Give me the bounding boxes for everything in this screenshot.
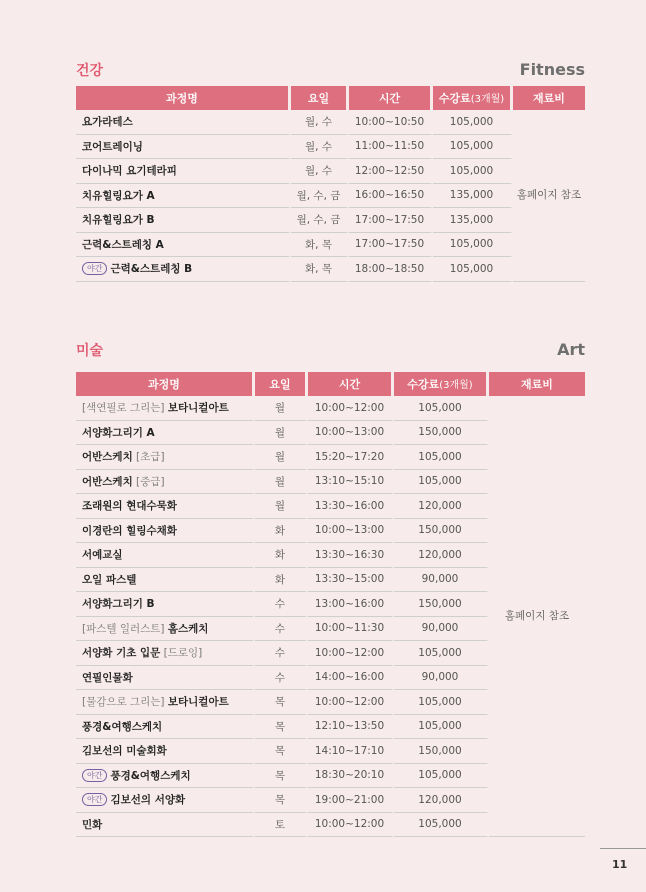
course-name-cell bbox=[76, 208, 291, 233]
night-badge: 야간 bbox=[82, 769, 107, 782]
course-time: 12:00~12:50 bbox=[349, 159, 433, 184]
course-fee: 105,000 bbox=[394, 715, 489, 740]
header-name: 과정명 bbox=[76, 372, 255, 396]
course-time: 12:10~13:50 bbox=[308, 715, 394, 740]
course-time: 19:00~21:00 bbox=[308, 788, 394, 813]
course-fee: 90,000 bbox=[394, 617, 489, 642]
course-name: 어반스케치 bbox=[82, 451, 133, 464]
course-time: 14:10~17:10 bbox=[308, 739, 394, 764]
header-fee bbox=[433, 86, 513, 110]
course-time: 10:00~11:30 bbox=[308, 617, 394, 642]
course-time: 17:00~17:50 bbox=[349, 233, 433, 258]
course-time: 13:10~15:10 bbox=[308, 470, 394, 495]
course-day: 수 bbox=[255, 617, 308, 642]
course-name-cell bbox=[76, 543, 255, 568]
art-title-ko: 미술 bbox=[76, 343, 104, 359]
course-name: 근력&스트레칭 B bbox=[110, 263, 193, 276]
course-prefix: [물감으로 그리는] bbox=[82, 696, 168, 709]
course-name-cell bbox=[76, 135, 291, 160]
course-day: 화, 목 bbox=[291, 257, 349, 282]
header-fee-label: 수강료 bbox=[407, 378, 440, 391]
course-day: 화 bbox=[255, 519, 308, 544]
course-name-cell bbox=[76, 257, 291, 282]
course-name: 코어트레이닝 bbox=[82, 140, 143, 153]
course-day: 화 bbox=[255, 568, 308, 593]
night-badge: 야간 bbox=[82, 262, 107, 275]
course-name-cell bbox=[76, 233, 291, 258]
course-name-cell bbox=[76, 110, 291, 135]
course-fee: 105,000 bbox=[394, 690, 489, 715]
table-row bbox=[76, 208, 585, 233]
course-name: 서예교실 bbox=[82, 549, 123, 562]
table-row bbox=[76, 135, 585, 160]
course-name-cell bbox=[76, 690, 255, 715]
fitness-section-header bbox=[76, 60, 585, 80]
course-name: 연필인물화 bbox=[82, 671, 133, 684]
course-time: 13:30~16:30 bbox=[308, 543, 394, 568]
course-fee: 105,000 bbox=[394, 396, 489, 421]
course-name-cell bbox=[76, 445, 255, 470]
fitness-title-ko: 건강 bbox=[76, 63, 104, 79]
course-time: 10:00~12:00 bbox=[308, 641, 394, 666]
course-time: 17:00~17:50 bbox=[349, 208, 433, 233]
course-time: 13:00~16:00 bbox=[308, 592, 394, 617]
course-name-cell bbox=[76, 396, 255, 421]
course-suffix: [초급] bbox=[132, 451, 165, 464]
course-name: 보타니컬아트 bbox=[167, 696, 229, 709]
course-fee: 120,000 bbox=[394, 494, 489, 519]
course-name: 치유힐링요가 B bbox=[82, 214, 155, 227]
course-time: 10:00~13:00 bbox=[308, 519, 394, 544]
course-fee: 105,000 bbox=[394, 470, 489, 495]
course-day: 토 bbox=[255, 813, 308, 838]
course-day: 월 bbox=[255, 470, 308, 495]
course-time: 10:00~12:00 bbox=[308, 396, 394, 421]
art-title-en: Art bbox=[557, 340, 585, 359]
course-fee: 105,000 bbox=[433, 110, 513, 135]
header-fee-label: 수강료 bbox=[438, 92, 471, 105]
night-badge: 야간 bbox=[82, 793, 107, 806]
course-name-cell bbox=[76, 641, 255, 666]
course-fee: 120,000 bbox=[394, 543, 489, 568]
course-name: 오일 파스텔 bbox=[82, 573, 137, 586]
course-name: 김보선의 미술회화 bbox=[82, 745, 167, 758]
course-day: 월 bbox=[255, 396, 308, 421]
course-fee: 120,000 bbox=[394, 788, 489, 813]
course-name: 김보선의 서양화 bbox=[110, 794, 186, 807]
table-row bbox=[76, 396, 585, 421]
material-note: 홈페이지 참조 bbox=[513, 110, 585, 282]
course-name-cell bbox=[76, 494, 255, 519]
course-fee: 150,000 bbox=[394, 739, 489, 764]
course-name-cell bbox=[76, 184, 291, 209]
course-name: 다이나믹 요기테라피 bbox=[82, 165, 177, 178]
course-name-cell bbox=[76, 617, 255, 642]
course-day: 목 bbox=[255, 764, 308, 789]
course-fee: 105,000 bbox=[433, 257, 513, 282]
course-name: 서양화그리기 A bbox=[82, 426, 155, 439]
course-time: 18:00~18:50 bbox=[349, 257, 433, 282]
header-day: 요일 bbox=[255, 372, 308, 396]
course-fee: 90,000 bbox=[394, 568, 489, 593]
course-name: 요가라테스 bbox=[82, 116, 133, 129]
course-prefix: [파스텔 일러스트] bbox=[82, 622, 168, 635]
course-suffix: [드로잉] bbox=[160, 647, 203, 660]
course-name-cell bbox=[76, 788, 255, 813]
course-name-cell bbox=[76, 592, 255, 617]
fitness-table bbox=[76, 86, 585, 282]
fitness-title-en: Fitness bbox=[519, 60, 585, 79]
course-name-cell bbox=[76, 470, 255, 495]
page-rule bbox=[600, 848, 646, 849]
course-fee: 105,000 bbox=[433, 159, 513, 184]
course-day: 월 bbox=[255, 421, 308, 446]
course-fee: 105,000 bbox=[433, 233, 513, 258]
course-name: 민화 bbox=[82, 818, 103, 831]
course-name: 이경란의 힐링수채화 bbox=[82, 524, 177, 537]
course-name-cell bbox=[76, 764, 255, 789]
course-time: 10:00~10:50 bbox=[349, 110, 433, 135]
header-name: 과정명 bbox=[76, 86, 291, 110]
course-prefix: [색연필로 그리는] bbox=[82, 402, 168, 415]
header-fee-sub: (3개월) bbox=[470, 94, 505, 105]
course-day: 목 bbox=[255, 690, 308, 715]
course-time: 10:00~13:00 bbox=[308, 421, 394, 446]
header-material: 재료비 bbox=[513, 86, 585, 110]
table-row bbox=[76, 257, 585, 282]
course-fee: 105,000 bbox=[394, 764, 489, 789]
table-row bbox=[76, 233, 585, 258]
course-time: 16:00~16:50 bbox=[349, 184, 433, 209]
course-fee: 105,000 bbox=[433, 135, 513, 160]
course-day: 목 bbox=[255, 739, 308, 764]
course-fee: 135,000 bbox=[433, 184, 513, 209]
course-day: 수 bbox=[255, 666, 308, 691]
material-note: 홈페이지 참조 bbox=[489, 396, 585, 837]
header-time: 시간 bbox=[349, 86, 433, 110]
course-name-cell bbox=[76, 421, 255, 446]
course-name: 풍경&여행스케치 bbox=[110, 769, 191, 782]
course-name-cell bbox=[76, 715, 255, 740]
course-time: 10:00~12:00 bbox=[308, 813, 394, 838]
fitness-header-row bbox=[76, 86, 585, 110]
course-name: 서양화그리기 B bbox=[82, 598, 155, 611]
art-table-body bbox=[76, 396, 585, 837]
header-time: 시간 bbox=[308, 372, 394, 396]
course-day: 수 bbox=[255, 641, 308, 666]
course-name-cell bbox=[76, 666, 255, 691]
course-fee: 105,000 bbox=[394, 641, 489, 666]
course-day: 월, 수, 금 bbox=[291, 184, 349, 209]
course-day: 수 bbox=[255, 592, 308, 617]
course-name: 보타니컬아트 bbox=[167, 402, 229, 415]
header-fee bbox=[394, 372, 489, 396]
course-day: 목 bbox=[255, 715, 308, 740]
course-day: 월, 수 bbox=[291, 159, 349, 184]
course-fee: 105,000 bbox=[394, 445, 489, 470]
course-day: 월, 수 bbox=[291, 135, 349, 160]
course-name-cell bbox=[76, 568, 255, 593]
fitness-table-body bbox=[76, 110, 585, 282]
course-time: 13:30~16:00 bbox=[308, 494, 394, 519]
course-time: 13:30~15:00 bbox=[308, 568, 394, 593]
course-time: 11:00~11:50 bbox=[349, 135, 433, 160]
course-fee: 150,000 bbox=[394, 421, 489, 446]
course-fee: 150,000 bbox=[394, 519, 489, 544]
course-fee: 135,000 bbox=[433, 208, 513, 233]
course-fee: 105,000 bbox=[394, 813, 489, 838]
table-row bbox=[76, 184, 585, 209]
art-section-header bbox=[76, 340, 585, 360]
course-name-cell bbox=[76, 159, 291, 184]
course-fee: 150,000 bbox=[394, 592, 489, 617]
page-number: 11 bbox=[612, 858, 628, 871]
header-material: 재료비 bbox=[489, 372, 585, 396]
course-name: 홈스케치 bbox=[167, 622, 209, 635]
course-day: 월 bbox=[255, 494, 308, 519]
course-time: 18:30~20:10 bbox=[308, 764, 394, 789]
course-time: 10:00~12:00 bbox=[308, 690, 394, 715]
art-table bbox=[76, 372, 585, 837]
table-row bbox=[76, 110, 585, 135]
course-day: 화, 목 bbox=[291, 233, 349, 258]
course-name: 서양화 기초 입문 bbox=[82, 647, 161, 660]
course-name-cell bbox=[76, 739, 255, 764]
art-header-row bbox=[76, 372, 585, 396]
header-fee-sub: (3개월) bbox=[439, 380, 473, 391]
course-day: 월 bbox=[255, 445, 308, 470]
course-time: 14:00~16:00 bbox=[308, 666, 394, 691]
course-day: 목 bbox=[255, 788, 308, 813]
course-time: 15:20~17:20 bbox=[308, 445, 394, 470]
course-name: 근력&스트레칭 A bbox=[82, 238, 164, 251]
course-name: 치유힐링요가 A bbox=[82, 189, 155, 202]
course-name: 풍경&여행스케치 bbox=[82, 720, 163, 733]
course-day: 화 bbox=[255, 543, 308, 568]
course-day: 월, 수 bbox=[291, 110, 349, 135]
course-name: 조래원의 현대수묵화 bbox=[82, 500, 177, 513]
course-day: 월, 수, 금 bbox=[291, 208, 349, 233]
course-suffix: [중급] bbox=[132, 475, 165, 488]
course-fee: 90,000 bbox=[394, 666, 489, 691]
table-row bbox=[76, 159, 585, 184]
course-name: 어반스케치 bbox=[82, 475, 133, 488]
course-name-cell bbox=[76, 813, 255, 838]
course-name-cell bbox=[76, 519, 255, 544]
header-day: 요일 bbox=[291, 86, 349, 110]
